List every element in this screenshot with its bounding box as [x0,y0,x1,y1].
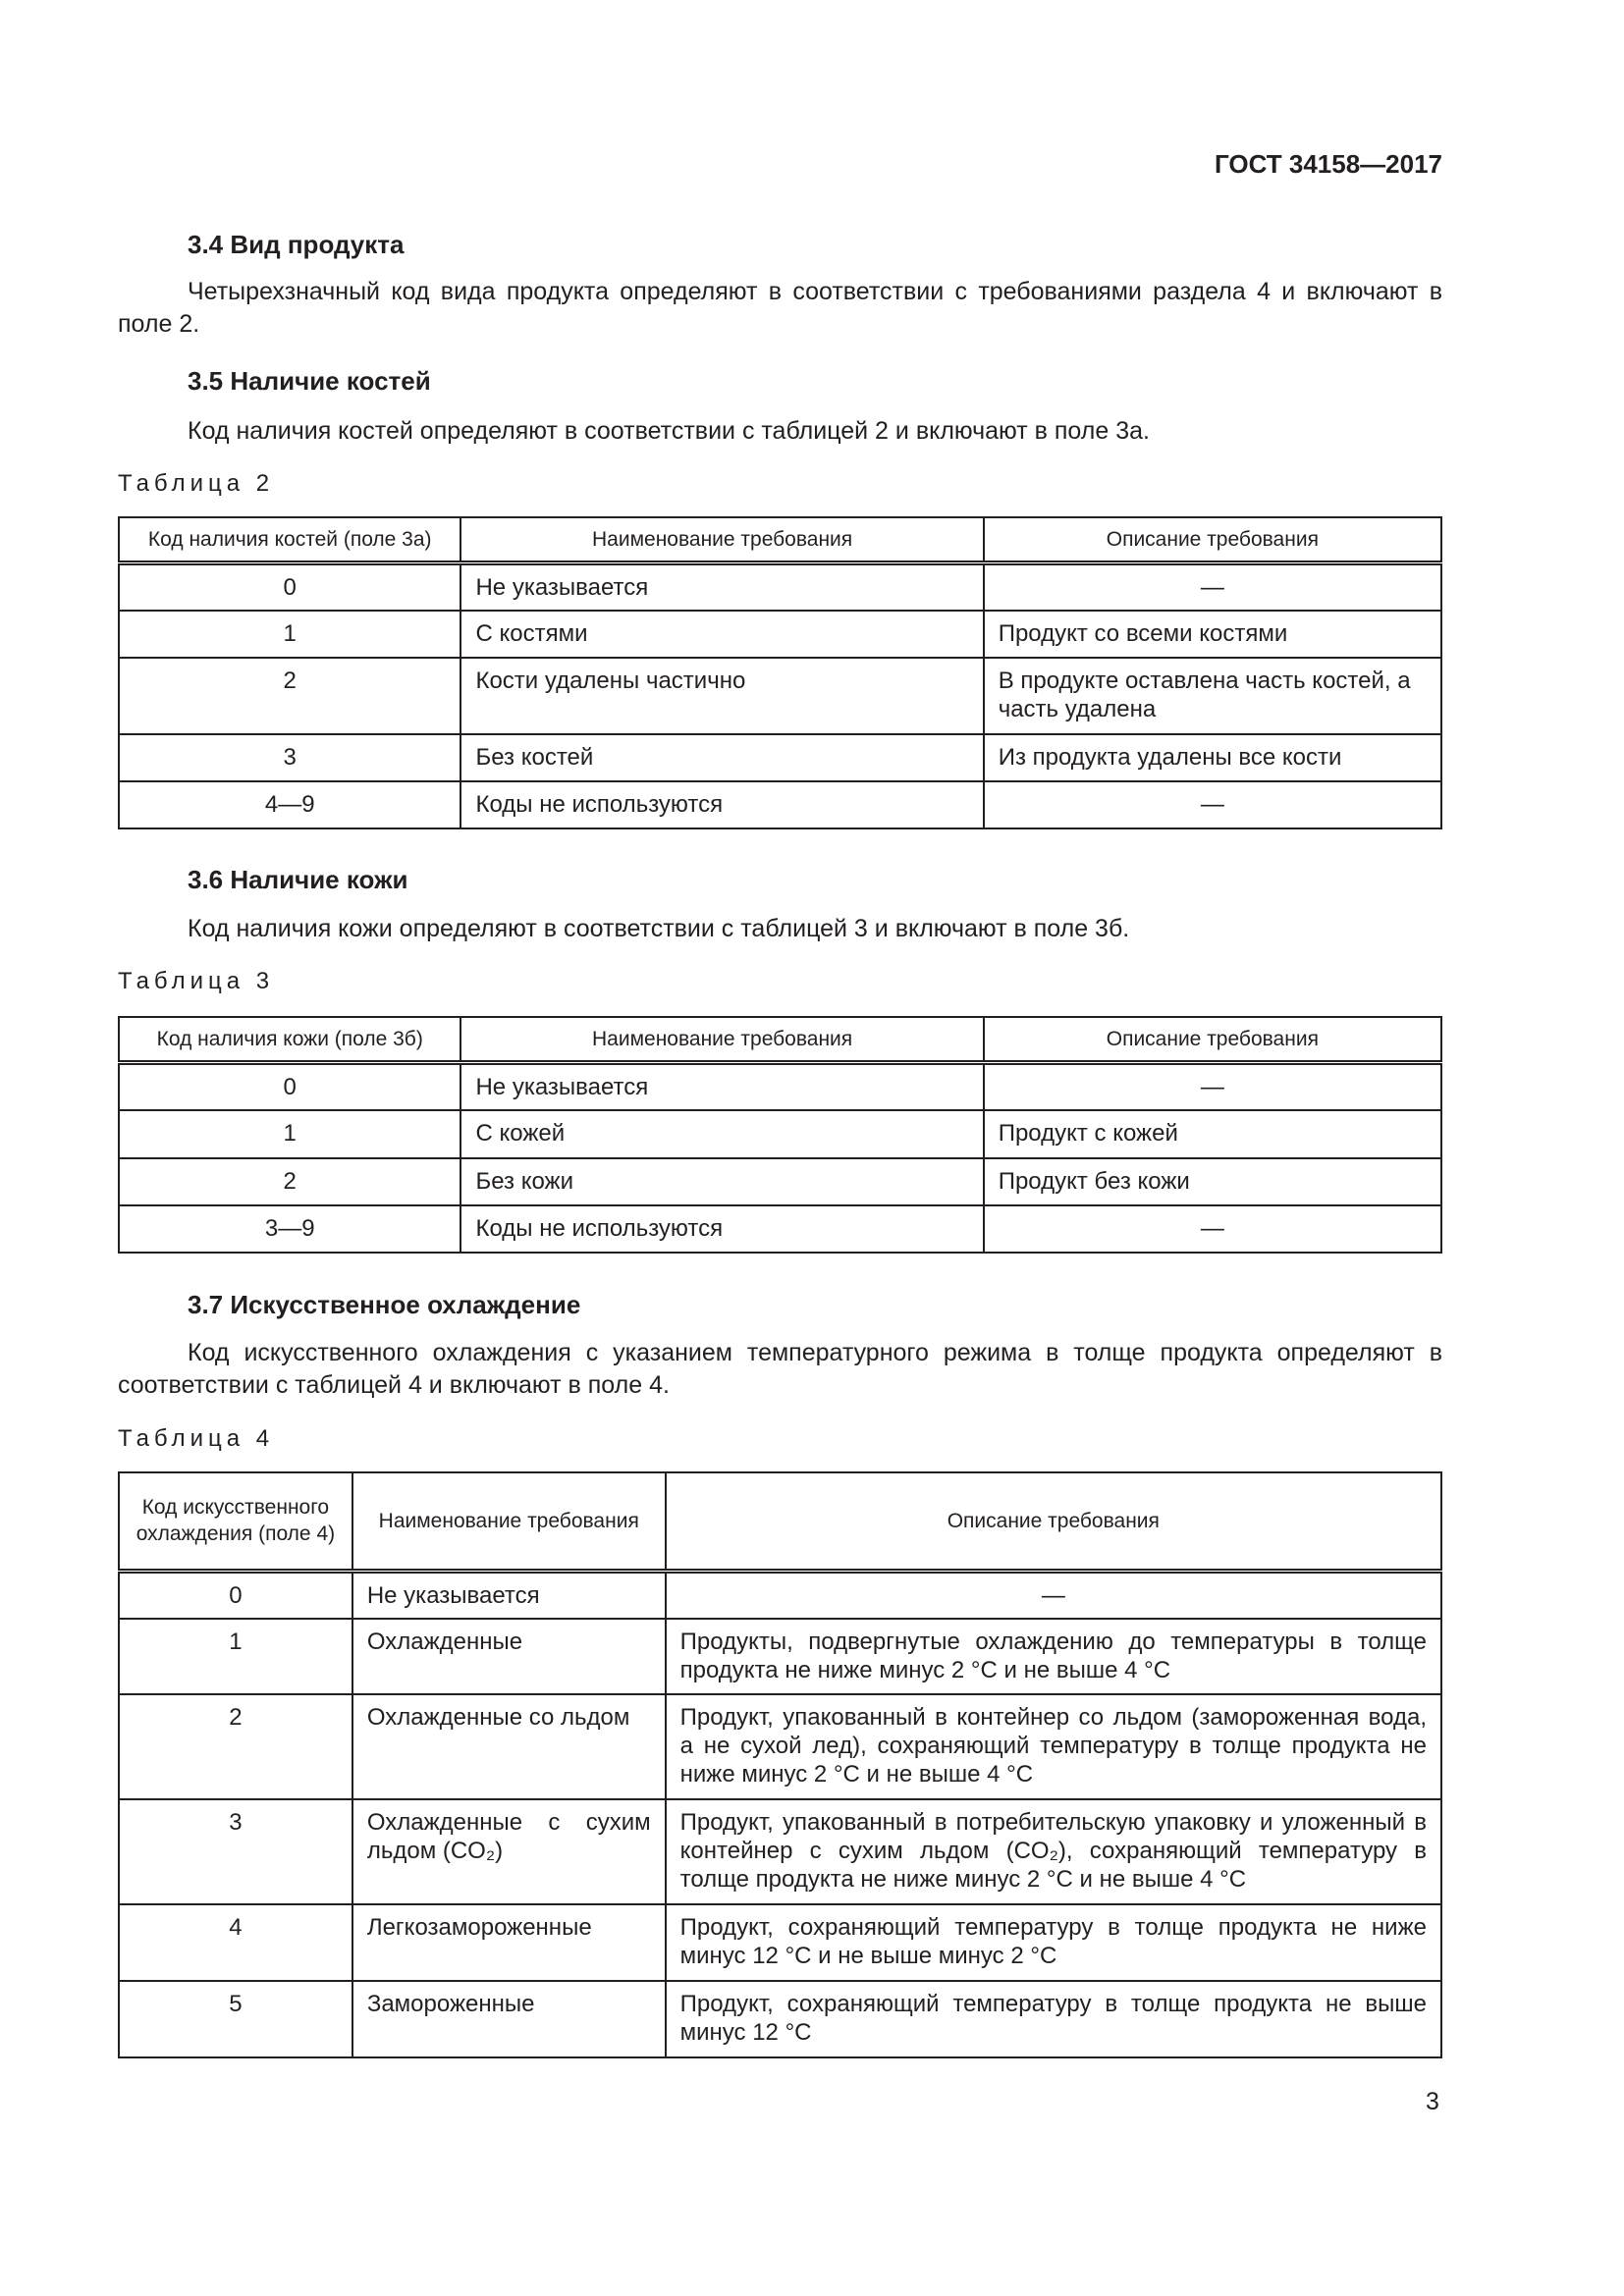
code-cell: 2 [119,1158,460,1205]
code-cell: 4—9 [119,781,460,828]
table-row [119,734,1441,781]
requirement-name-cell: Не указывается [352,1571,666,1619]
table-row [119,611,1441,658]
table-row [119,1158,1441,1205]
requirement-description-cell: Продукт со всеми костями [984,611,1441,658]
requirement-name-cell: С костями [460,611,983,658]
table-row [119,1063,1441,1111]
column-header: Наименование требования [460,1017,983,1063]
column-header: Код искусственного охлаждения (поле 4) [119,1472,352,1571]
section-3-4-text: Четырехзначный код вида продукта определяют в соответствии с требованиями раздела 4 и включают в поле 2. [118,278,1442,338]
table-row [119,563,1441,612]
code-cell: 1 [119,611,460,658]
requirement-description-cell: Продукт с кожей [984,1110,1441,1158]
requirement-name-cell: Кости удалены частично [460,658,983,734]
column-header: Описание требования [984,517,1441,563]
code-cell: 4 [119,1904,352,1981]
requirement-description-cell: Продукты, подвергнутые охлаждению до температуры в толще продукта не ниже минус 2 °С и не выше 4 °С [666,1619,1441,1694]
requirement-name-cell: Коды не используются [460,1205,983,1253]
requirement-name-cell: Охлажденные [352,1619,666,1694]
table-4-caption: Таблица 4 [118,1425,275,1452]
section-3-7-text: Код искусственного охлаждения с указанием температурного режима в толще продукта определяют в соответствии с таблицей 4 и включают в поле 4. [118,1339,1442,1399]
requirement-name-cell: Коды не используются [460,781,983,828]
page-number: 3 [1426,2088,1439,2115]
requirement-name-cell: Не указывается [460,563,983,612]
table-row [119,1904,1441,1981]
table-row [119,1571,1441,1619]
section-3-5-text: Код наличия костей определяют в соответствии с таблицей 2 и включают в поле 3а. [188,417,1150,445]
table-row [119,781,1441,828]
requirement-name-cell: Охлажденные со льдом [352,1694,666,1799]
requirement-description-cell: — [984,1063,1441,1111]
column-header: Код наличия костей (поле 3а) [119,517,460,563]
column-header: Код наличия кожи (поле 3б) [119,1017,460,1063]
code-cell: 1 [119,1110,460,1158]
requirement-name-cell: С кожей [460,1110,983,1158]
requirement-description-cell: В продукте оставлена часть костей, а часть удалена [984,658,1441,734]
table-row [119,1619,1441,1694]
requirement-name-cell: Охлажденные с сухим льдом (CO₂) [352,1799,666,1904]
code-cell: 5 [119,1981,352,2057]
requirement-name-cell: Не указывается [460,1063,983,1111]
table-3 [118,1016,1442,1254]
code-cell: 2 [119,1694,352,1799]
code-cell: 3 [119,1799,352,1904]
requirement-description-cell: Продукт без кожи [984,1158,1441,1205]
requirement-description-cell: — [984,1205,1441,1253]
code-cell: 3—9 [119,1205,460,1253]
requirement-description-cell: Из продукта удалены все кости [984,734,1441,781]
section-3-6-title: 3.6 Наличие кожи [188,865,408,894]
section-3-6-text: Код наличия кожи определяют в соответствии с таблицей 3 и включают в поле 3б. [188,915,1130,942]
table-row [119,1694,1441,1799]
code-cell: 0 [119,1063,460,1111]
requirement-description-cell: — [666,1571,1441,1619]
requirement-name-cell: Без костей [460,734,983,781]
requirement-description-cell: Продукт, сохраняющий температуру в толще продукта не выше минус 12 °С [666,1981,1441,2057]
document-header: ГОСТ 34158—2017 [1215,149,1442,179]
table-header-row [119,1017,1441,1063]
requirement-name-cell: Замороженные [352,1981,666,2057]
column-header: Описание требования [666,1472,1441,1571]
column-header: Описание требования [984,1017,1441,1063]
section-3-7-title: 3.7 Искусственное охлаждение [188,1290,581,1319]
requirement-description-cell: Продукт, упакованный в потребительскую упаковку и уложенный в контейнер с сухим льдом (CO₂), сохраняющий температуру в толще продукта не ниже минус 2 °С и не выше 4 °С [666,1799,1441,1904]
column-header: Наименование требования [460,517,983,563]
requirement-name-cell: Без кожи [460,1158,983,1205]
code-cell: 0 [119,1571,352,1619]
code-cell: 2 [119,658,460,734]
table-row [119,658,1441,734]
column-header: Наименование требования [352,1472,666,1571]
table-row [119,1799,1441,1904]
table-2 [118,516,1442,829]
code-cell: 3 [119,734,460,781]
requirement-description-cell: Продукт, сохраняющий температуру в толще продукта не ниже минус 12 °С и не выше минус 2 °С [666,1904,1441,1981]
table-header-row [119,517,1441,563]
section-3-5-title: 3.5 Наличие костей [188,366,431,396]
requirement-description-cell: — [984,781,1441,828]
requirement-description-cell: Продукт, упакованный в контейнер со льдом (замороженная вода, а не сухой лед), сохраняющий температуру в толще продукта не ниже минус 2 °С и не выше 4 °С [666,1694,1441,1799]
table-row [119,1205,1441,1253]
table-row [119,1981,1441,2057]
table-4 [118,1471,1442,2058]
code-cell: 0 [119,563,460,612]
table-3-caption: Таблица 3 [118,968,275,994]
requirement-name-cell: Легкозамороженные [352,1904,666,1981]
table-2-caption: Таблица 2 [118,470,275,497]
table-header-row [119,1472,1441,1571]
table-row [119,1110,1441,1158]
section-3-4-title: 3.4 Вид продукта [188,230,405,259]
requirement-description-cell: — [984,563,1441,612]
code-cell: 1 [119,1619,352,1694]
